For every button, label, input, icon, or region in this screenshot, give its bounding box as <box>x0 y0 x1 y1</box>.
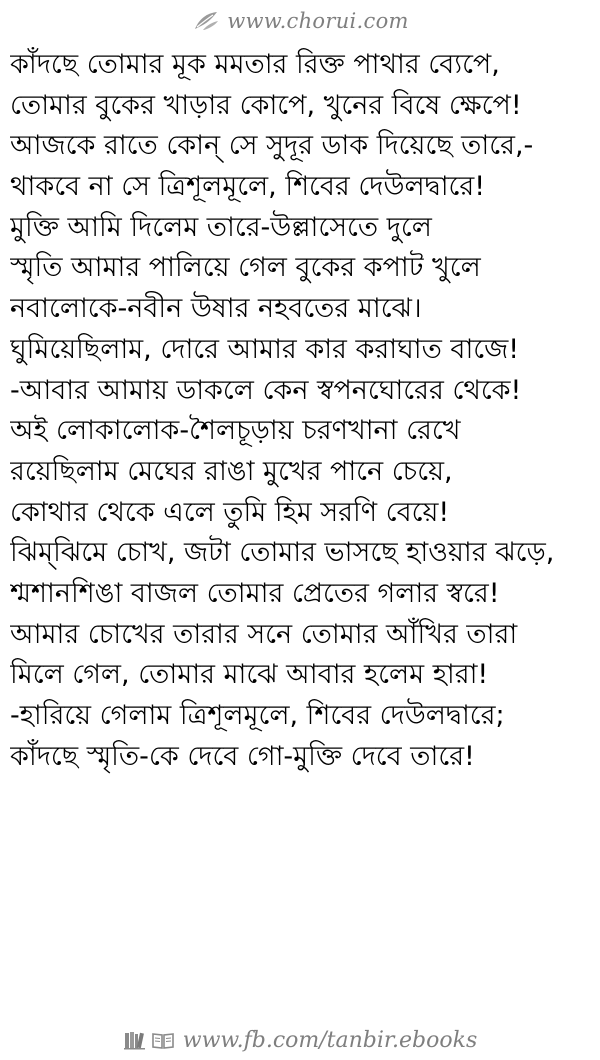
poem-line: ঘুমিয়েছিলাম, দোরে আমার কার করাঘাত বাজে! <box>10 333 520 365</box>
poem-body <box>10 45 590 777</box>
poem-line: ঝিম্‌ঝিমে চোখ, জটা তোমার ভাসছে হাওয়ার ঝড়ে, <box>10 537 555 569</box>
feather-icon <box>191 9 221 33</box>
poem-line: কোথার থেকে এলে তুমি হিম সরণি বেয়ে! <box>10 496 450 528</box>
poem-line: স্মৃতি আমার পালিয়ে গেল বুকের কপাট খুলে <box>10 252 481 284</box>
poem-line: -আবার আমায় ডাকলে কেন স্বপনঘোরের থেকে! <box>10 374 522 406</box>
footer <box>0 1024 600 1056</box>
poem-line: তোমার বুকের খাড়ার কোপে, খুনের বিষে ক্ষেপে! <box>10 89 522 121</box>
poem-line: অই লোকালোক-শৈলচূড়ায় চরণখানা রেখে <box>10 415 461 447</box>
poem-line: আমার চোখের তারার সনে তোমার আঁখির তারা <box>10 618 518 650</box>
poem-line: রয়েছিলাম মেঘের রাঙা মুখের পানে চেয়ে, <box>10 455 453 487</box>
poem-line: কাঁদছে স্মৃতি-কে দেবে গো-মুক্তি দেবে তারে! <box>10 740 475 772</box>
footer-url-link[interactable]: www.fb.com/tanbir.ebooks <box>182 1027 478 1053</box>
poem-line: আজকে রাতে কোন্ সে সুদূর ডাক দিয়েছে তারে,- <box>10 130 534 162</box>
poem-line: থাকবে না সে ত্রিশূলমূলে, শিবের দেউলদ্বারে! <box>10 171 486 203</box>
poem-line: নবালোকে-নবীন উষার নহবতের মাঝে। <box>10 293 422 325</box>
open-book-icon <box>151 1030 175 1050</box>
books-icon <box>123 1030 147 1050</box>
poem-line: কাঁদছে তোমার মূক মমতার রিক্ত পাথার ব্যেপে, <box>10 49 500 80</box>
poem-line: মুক্তি আমি দিলেম তারে-উল্লাসেতে দুলে <box>10 211 432 243</box>
poem-line: শ্মশানশিঙা বাজল তোমার প্রেতের গলার স্বরে! <box>10 577 500 609</box>
poem-line: মিলে গেল, তোমার মাঝে আবার হলেম হারা! <box>10 659 489 691</box>
site-header <box>0 4 600 38</box>
site-url-link[interactable]: www.chorui.com <box>227 9 409 33</box>
poem-line: -হারিয়ে গেলাম ত্রিশূলমূলে, শিবের দেউলদ্বারে; <box>10 700 505 731</box>
footer-icons <box>123 1030 175 1050</box>
